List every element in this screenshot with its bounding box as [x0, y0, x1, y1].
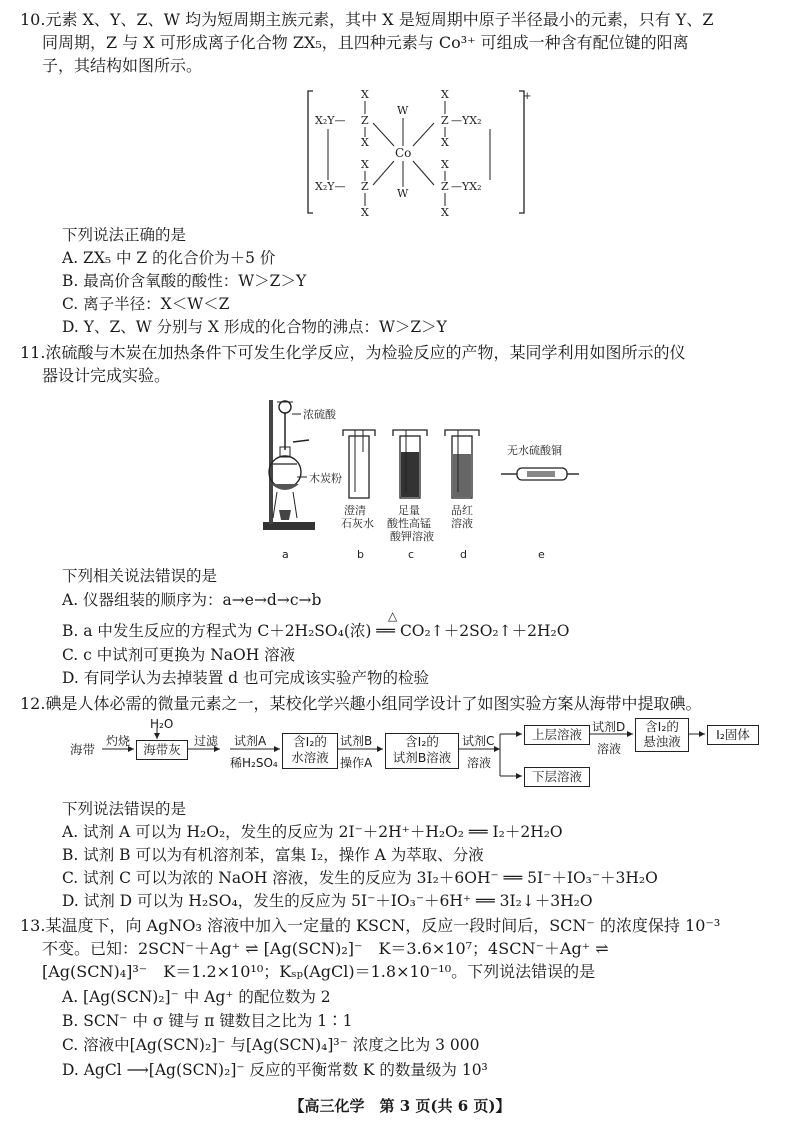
- q10-option-a[interactable]: A. ZX₅ 中 Z 的化合价为＋5 价: [62, 249, 276, 267]
- z-atom-rt: Z: [441, 114, 449, 127]
- flow-solution-2: 溶液: [597, 742, 622, 756]
- q10-stem-line3: 子，其结构如图所示。: [42, 56, 203, 75]
- flow-seaweed: 海带: [70, 742, 96, 757]
- cation-charge: +: [523, 91, 532, 102]
- label-anhydrous-cuso4: 无水硫酸铜: [507, 444, 562, 457]
- q13-stem-line1: 13.某温度下，向 AgNO₃ 溶液中加入一定量的 KSCN，反应一段时间后，SCN⁻ 的浓度保持 10⁻³: [20, 916, 721, 935]
- susp-line2: 悬浊液: [643, 734, 681, 749]
- aq1-line1: 含I₂的: [293, 734, 327, 749]
- z-atom-rb: Z: [441, 180, 449, 193]
- x-atom: X: [441, 158, 449, 171]
- flow-burn: 灼烧: [106, 734, 131, 748]
- q13-option-a[interactable]: A. [Ag(SCN)₂]⁻ 中 Ag⁺ 的配位数为 2: [62, 988, 331, 1006]
- flow-suspension-box: [635, 718, 689, 752]
- aq1-line2: 水溶液: [291, 750, 329, 765]
- label-c-1: 足量: [398, 504, 420, 517]
- z-atom-lt: Z: [361, 114, 369, 127]
- x-atom: X: [441, 136, 449, 149]
- q10-prompt: 下列说法正确的是: [62, 226, 187, 244]
- flow-upper-layer-box: 上层溶液: [524, 725, 590, 745]
- right-top-yx2: —YX₂: [451, 114, 482, 127]
- letter-c: c: [408, 548, 415, 561]
- q11-apparatus-figure: [255, 392, 625, 562]
- flow-reagent-d: 试剂D: [592, 720, 626, 734]
- q12-prompt: 下列说法错误的是: [62, 800, 187, 818]
- left-bottom-y2: X₂Y—: [315, 180, 346, 193]
- letter-e: e: [538, 548, 545, 561]
- q11-option-d[interactable]: D. 有同学认为去掉装置 d 也可完成该实验产物的检验: [62, 669, 430, 687]
- label-charcoal: 木炭粉: [309, 472, 342, 485]
- x-atom: X: [361, 158, 369, 171]
- x-atom: X: [441, 206, 449, 219]
- flow-reagent-c: 试剂C: [462, 734, 495, 748]
- apparatus-d: [445, 430, 479, 498]
- letter-b: b: [357, 548, 364, 561]
- left-top-y2: X₂Y—: [315, 114, 346, 127]
- label-b-1: 澄清: [344, 504, 366, 517]
- aq2-line1: 含I₂的: [405, 734, 439, 749]
- x-atom: X: [361, 136, 369, 149]
- page-footer: 【高三化学 第 3 页(共 6 页)】: [289, 1097, 511, 1115]
- w-atom-top: W: [397, 104, 409, 117]
- flow-aq2-box: [385, 733, 459, 769]
- apparatus-c: [393, 430, 427, 498]
- label-d-2: 溶液: [451, 517, 473, 530]
- q10-structure-figure: [305, 85, 530, 220]
- heat-symbol: △: [388, 609, 398, 623]
- apparatus-e: [501, 468, 579, 480]
- flow-solid-box: I₂固体: [707, 725, 759, 745]
- q13-stem: [20, 914, 790, 983]
- q11-stem-line2: 器设计完成实验。: [42, 366, 171, 385]
- flow-aq1-box: [282, 733, 338, 769]
- q12-option-a[interactable]: A. 试剂 A 可以为 H₂O₂，发生的反应为 2I⁻＋2H⁺＋H₂O₂ ══ I₂＋2H₂O: [62, 823, 563, 841]
- q10-option-d[interactable]: D. Y、Z、W 分别与 X 形成的化合物的沸点：W＞Z＞Y: [62, 318, 447, 336]
- flow-ash-box: 海带灰: [136, 740, 188, 760]
- letter-d: d: [460, 548, 467, 561]
- flow-solution: 溶液: [467, 756, 492, 770]
- q12-option-c[interactable]: C. 试剂 C 可以为浓的 NaOH 溶液，发生的反应为 3I₂＋6OH⁻ ══ 5I⁻＋IO₃⁻＋3H₂O: [62, 869, 658, 887]
- aq2-line2: 试剂B溶液: [392, 750, 452, 765]
- right-bottom-yx2: —YX₂: [451, 180, 482, 193]
- x-atom: X: [361, 88, 369, 101]
- q11-option-a[interactable]: A. 仪器组装的顺序为：a→e→d→c→b: [62, 591, 322, 609]
- co-atom: Co: [395, 146, 412, 160]
- letter-a: a: [282, 548, 289, 561]
- q11-stem: [20, 341, 790, 387]
- q13-option-b[interactable]: B. SCN⁻ 中 σ 键与 π 键数目之比为 1∶1: [62, 1012, 353, 1030]
- q10-stem: [20, 8, 790, 77]
- q10-stem-line1: 10.元素 X、Y、Z、W 均为短周期主族元素，其中 X 是短周期中原子半径最小的元素，只有 Y、Z: [20, 10, 714, 29]
- label-c-2: 酸性高锰: [387, 517, 431, 530]
- q10-option-c[interactable]: C. 离子半径：X＜W＜Z: [62, 295, 230, 313]
- label-b-2: 石灰水: [341, 517, 374, 530]
- z-atom-lb: Z: [361, 180, 369, 193]
- label-d-1: 品红: [451, 504, 473, 517]
- q11-prompt: 下列相关说法错误的是: [62, 567, 218, 585]
- apparatus-b: [343, 430, 375, 498]
- q13-stem-line2: 不变。已知：2SCN⁻＋Ag⁺ ⇌ [Ag(SCN)₂]⁻ K＝3.6×10⁷；4SCN⁻＋Ag⁺ ⇌: [42, 939, 609, 958]
- q12-flowchart: [70, 716, 770, 792]
- flow-reagent-b: 试剂B: [340, 734, 373, 748]
- q11-option-c[interactable]: C. c 中试剂可更换为 NaOH 溶液: [62, 646, 296, 664]
- q12-option-d[interactable]: D. 试剂 D 可以为 H₂SO₄，发生的反应为 5I⁻＋IO₃⁻＋6H⁺ ══ 3I₂↓＋3H₂O: [62, 892, 593, 910]
- x-atom: X: [361, 206, 369, 219]
- flow-dilute-acid: 稀H₂SO₄: [230, 756, 278, 770]
- flow-reagent-a: 试剂A: [234, 734, 267, 748]
- flow-filter: 过滤: [194, 734, 219, 748]
- label-c-3: 酸钾溶液: [390, 530, 434, 543]
- q13-stem-line3: [Ag(SCN)₄]³⁻ K＝1.2×10¹⁰；Kₛₚ(AgCl)＝1.8×10⁻¹⁰。下列说法错误的是: [42, 962, 596, 981]
- flow-h2o: H₂O: [150, 717, 174, 731]
- q13-option-d[interactable]: D. AgCl ⟶[Ag(SCN)₂]⁻ 反应的平衡常数 K 的数量级为 10³: [62, 1061, 488, 1079]
- q10-option-b[interactable]: B. 最高价含氧酸的酸性：W＞Z＞Y: [62, 272, 307, 290]
- susp-line1: 含I₂的: [645, 719, 679, 734]
- q13-option-c[interactable]: C. 溶液中[Ag(SCN)₂]⁻ 与[Ag(SCN)₄]³⁻ 浓度之比为 3 000: [62, 1036, 480, 1054]
- flow-lower-layer-box: 下层溶液: [524, 767, 590, 787]
- w-atom-bottom: W: [397, 187, 409, 200]
- q12-stem: 12.碘是人体必需的微量元素之一，某校化学兴趣小组同学设计了如图实验方案从海带中提取碘。: [20, 694, 702, 713]
- q11-option-b[interactable]: B. a 中发生反应的方程式为 C＋2H₂SO₄(浓) ══ CO₂↑＋2SO₂↑＋2H₂O: [62, 622, 570, 640]
- flow-operation-a: 操作A: [340, 756, 373, 770]
- x-atom: X: [441, 88, 449, 101]
- label-conc-acid: 浓硫酸: [303, 408, 336, 421]
- q10-stem-line2: 同周期，Z 与 X 可形成离子化合物 ZX₅，且四种元素与 Co³⁺ 可组成一种含有配位键的阳离: [42, 33, 689, 52]
- q12-option-b[interactable]: B. 试剂 B 可以为有机溶剂苯，富集 I₂，操作 A 为萃取、分液: [62, 846, 484, 864]
- q11-stem-line1: 11.浓硫酸与木炭在加热条件下可发生化学反应，为检验反应的产物，某同学利用如图所示的仪: [20, 343, 686, 362]
